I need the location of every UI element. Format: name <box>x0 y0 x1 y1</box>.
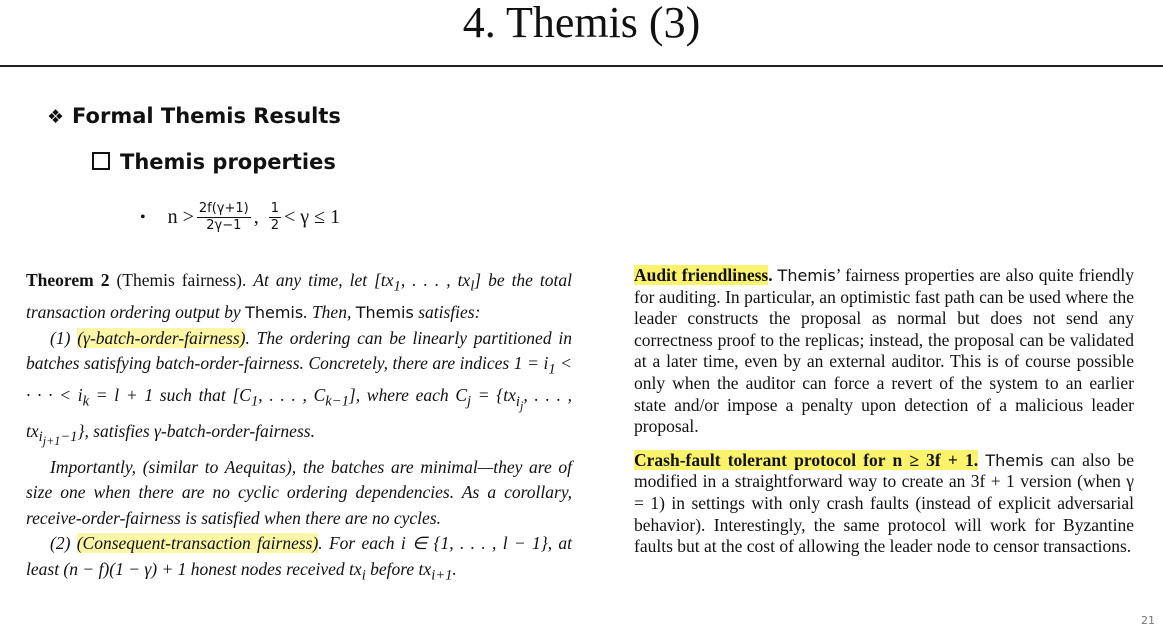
highlight-batch-order-fairness: (γ-batch-order-fairness) <box>77 327 246 348</box>
formula-fraction-1 <box>197 201 251 234</box>
formula-lhs: n > <box>167 206 194 228</box>
subsection-heading <box>92 150 336 174</box>
themis-name: Themis <box>355 303 414 322</box>
formula-fraction-1-denominator: 2γ−1 <box>206 218 242 233</box>
subsection-heading-text: Themis properties <box>120 150 336 174</box>
crash-fault-paragraph: Crash-fault tolerant protocol for n ≥ 3f + 1. Themis can also be modified in a straightforward way to create an 3f + 1 version (when γ = 1) in settings with only crash faults (instead of explicit adversarial behavior). Interestingly, the same protocol will work for Byzantine faults but at the cost of allowing the leader node to censor transactions. <box>634 449 1135 557</box>
themis-name: Themis <box>245 303 304 322</box>
themis-condition-formula <box>140 201 340 234</box>
formula-fraction-2-denominator: 2 <box>270 218 280 233</box>
diamond-bullet-icon: ❖ <box>47 106 65 128</box>
page-number: 21 <box>1141 614 1155 627</box>
section-heading <box>47 104 341 128</box>
audit-friendliness-heading: Audit friendliness <box>634 265 769 285</box>
theorem-block <box>26 268 572 589</box>
remarks-block <box>634 265 1134 558</box>
theorem-intro: At any time, let [$tx_1$, . . . , $tx_l$] be the total transaction ordering output by Themis. Then, Themis satisfies: <box>26 270 573 322</box>
theorem-label: Theorem 2 <box>26 270 110 290</box>
theorem-paragraph-2: Importantly, (similar to Aequitas), the batches are minimal—they are of size one when there are no cyclic ordering dependencies. As a corollary, receive-order-fairness is satisfied when there are no cycles. <box>26 456 572 528</box>
title-divider <box>0 65 1163 67</box>
crash-fault-heading: Crash-fault tolerant protocol for n ≥ 3f + 1. <box>634 449 979 470</box>
themis-name: Themis <box>777 266 836 285</box>
formula-fraction-2 <box>269 201 281 234</box>
bullet-dot-icon: • <box>140 208 146 226</box>
highlight-consequent-transaction-fairness: (Consequent-transaction fairness) <box>76 533 319 554</box>
theorem-item-2: (2) (Consequent-transaction fairness). For each i ∈ {1, . . . , l − 1}, at least (n − f)(1 − γ) + 1 honest nodes received $tx_i$ before $tx_{i+1}$. <box>26 533 573 584</box>
checkbox-bullet-icon <box>92 152 110 170</box>
theorem-paragraph-1 <box>26 268 572 326</box>
audit-friendliness-paragraph: Audit friendliness. Themis’ fairness properties are also quite friendly for auditing. In particular, an optimistic fast path can be used where the leader constructs the proposal as normal but does not send any correctness proof to the replicas; instead, the proposal can be validated at a later time, even by an external auditor. This is of course possible only when the auditor can force a revert of the system to an earlier state and/or impose a penalty upon detection of a malicious leader proposal. <box>634 265 1135 437</box>
theorem-name: (Themis fairness). <box>116 270 247 290</box>
formula-rhs: < γ ≤ 1 <box>284 206 341 228</box>
formula-fraction-1-numerator: 2f(γ+1) <box>198 201 249 216</box>
formula-fraction-2-numerator: 1 <box>270 201 280 216</box>
formula-separator: , <box>253 206 259 228</box>
themis-name: Themis <box>985 450 1044 470</box>
theorem-item-1: (1) (γ-batch-order-fairness). The ordering can be linearly partitioned in batches satisfying batch-order-fairness. Concretely, there are indices $1 = i_1$ < · · · < $i_k = l + 1$ such that [$C_1$, . . . , $C_{k-1}$], where each $C_j = \{tx_{i_j}$, . . . , $tx_{i_{j+1}-1}$}, satisfies γ-batch-order-fairness. <box>26 327 573 449</box>
slide-title: 4. Themis (3) <box>462 0 701 47</box>
section-heading-text: Formal Themis Results <box>72 104 341 128</box>
